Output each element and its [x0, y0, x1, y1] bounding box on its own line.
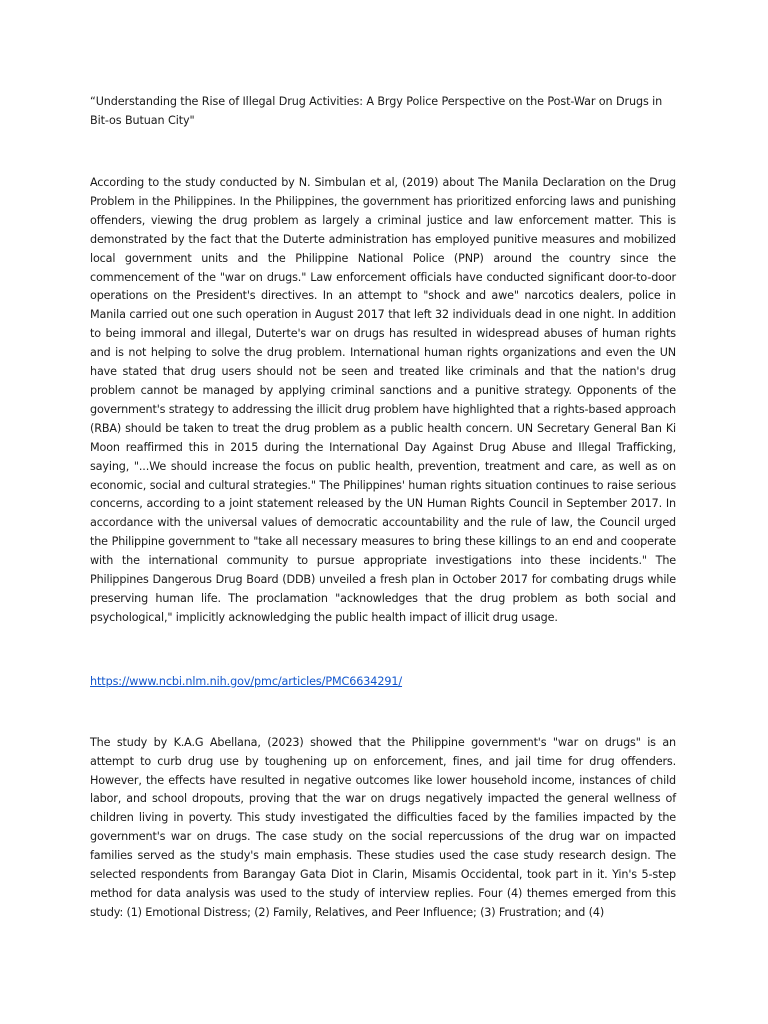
spacer — [90, 130, 676, 174]
spacer — [90, 628, 676, 670]
body-paragraph-1: According to the study conducted by N. Simbulan et al, (2019) about The Manila Declaration on the Drug Problem in the Philippines. In the Philippines, the government has prioritized enforcing laws and punishing offenders, viewing the drug problem as largely a criminal justice and law enforcement matter. This is demonstrated by the fact that the Duterte administration has employed punitive measures and mobilized local government units and the Philippine National Police (PNP) around the country since the commencement of the "war on drugs." Law enforcement officials have conducted significant door-to-door operations on the President's directives. In an attempt to "shock and awe" narcotics dealers, police in Manila carried out one such operation in August 2017 that left 32 individuals dead in one night. In addition to being immoral and illegal, Duterte's war on drugs has resulted in widespread abuses of human rights and is not helping to solve the drug problem. International human rights organizations and even the UN have stated that drug users should not be seen and treated like criminals and that the nation's drug problem cannot be managed by applying criminal sanctions and a punitive strategy. Opponents of the government's strategy to addressing the illicit drug problem have highlighted that a rights-based approach (RBA) should be taken to treat the drug problem as a public health concern. UN Secretary General Ban Ki Moon reaffirmed this in 2015 during the International Day Against Drug Abuse and Illegal Trafficking, saying, "...We should increase the focus on public health, prevention, treatment and care, as well as on economic, social and cultural strategies." The Philippines' human rights situation continues to raise serious concerns, according to a joint statement released by the UN Human Rights Council in September 2017. In accordance with the universal values of democratic accountability and the rule of law, the Council urged the Philippine government to "take all necessary measures to bring these killings to an end and cooperate with the international community to pursue appropriate investigations into these incidents." The Philippines Dangerous Drug Board (DDB) unveiled a fresh plan in October 2017 for combating drugs while preserving human life. The proclamation "acknowledges that the drug problem as both social and psychological," implicitly acknowledging the public health impact of illicit drug usage. — [90, 176, 676, 624]
spacer — [90, 691, 676, 734]
reference-link[interactable]: https://www.ncbi.nlm.nih.gov/pmc/articles/PMC6634291/ — [90, 674, 403, 688]
document-page — [90, 92, 676, 923]
body-paragraph-2: The study by K.A.G Abellana, (2023) showed that the Philippine government's "war on drugs" is an attempt to curb drug use by toughening up on enforcement, fines, and jail time for drug offenders. However, the effects have resulted in negative outcomes like lower household income, instances of child labor, and school dropouts, proving that the war on drugs negatively impacted the general wellness of children living in poverty. This study investigated the difficulties faced by the families impacted by the government's war on drugs. The case study on the social repercussions of the drug war on impacted families served as the study's main emphasis. These studies used the case study research design. The selected respondents from Barangay Gata Diot in Clarin, Misamis Occidental, took part in it. Yin's 5-step method for data analysis was used to the study of interview replies. Four (4) themes emerged from this study: (1) Emotional Distress; (2) Family, Relatives, and Peer Influence; (3) Frustration; and (4) — [90, 735, 676, 919]
document-title: “Understanding the Rise of Illegal Drug Activities: A Brgy Police Perspective on the Post-War on Drugs in Bit-os Butuan City" — [90, 95, 663, 127]
